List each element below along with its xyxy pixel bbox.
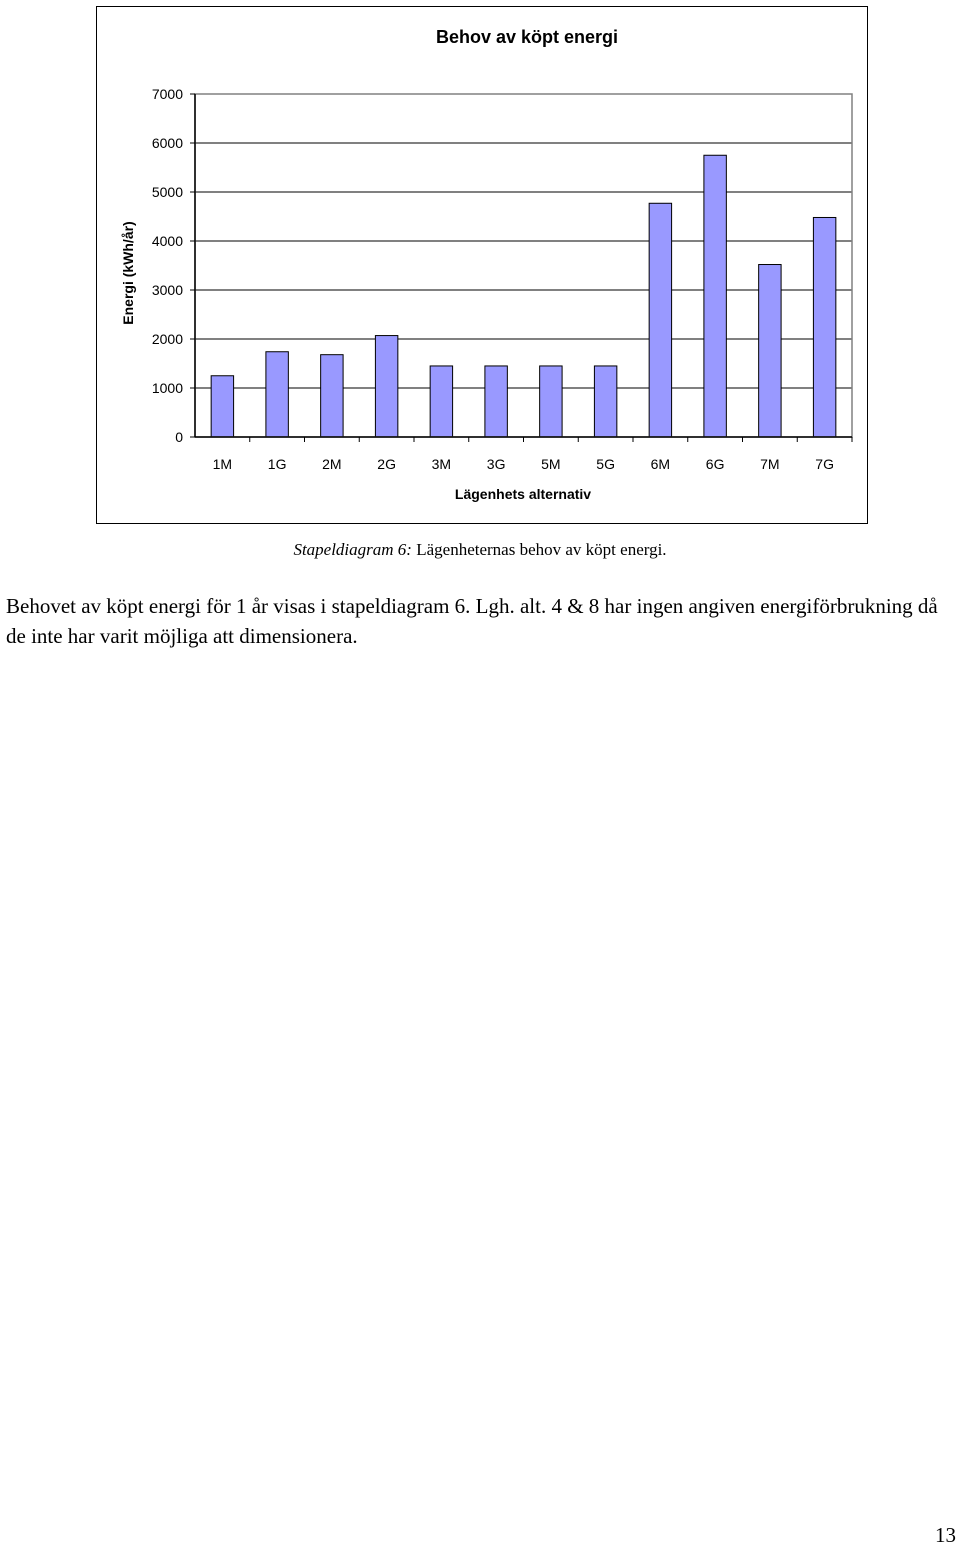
x-tick-label: 6M [650,456,671,472]
page-number: 13 [935,1523,956,1547]
y-tick-label: 3000 [151,282,183,298]
body-paragraph: Behovet av köpt energi för 1 år visas i stapeldiagram 6. Lgh. alt. 4 & 8 har ingen angiven energiförbrukning då de inte har varit möjliga att dimensionera. [6,594,938,648]
figure-caption [0,540,960,560]
bar-1G [266,352,288,437]
bar-7G [813,217,835,437]
bar-3G [485,366,507,437]
bar-chart [97,7,869,525]
x-tick-label: 7M [760,456,780,472]
y-tick-label: 1000 [151,380,183,396]
bars [211,155,836,437]
x-axis-label: Lägenhets alternativ [454,486,592,502]
x-tick-label: 6G [705,456,725,472]
x-tick-label: 3M [431,456,452,472]
x-tick-label: 1G [267,456,287,472]
gridlines [195,94,852,388]
bar-2G [375,336,397,437]
bar-7M [759,265,781,437]
x-tick-labels [213,456,834,472]
y-tick-label: 5000 [151,184,183,200]
y-tick-labels [152,86,183,445]
axes [190,94,852,442]
chart-frame [96,6,868,524]
x-tick-label: 5M [541,456,561,472]
y-tick-label: 6000 [151,135,183,151]
bar-5M [540,366,562,437]
y-tick-label: 7000 [151,86,183,102]
plot-area-border [195,94,852,437]
bar-6G [704,155,726,437]
chart-title: Behov av köpt energi [435,27,619,47]
y-axis-label: Energi (kWh/år) [120,221,136,325]
x-tick-label: 3G [486,456,506,472]
y-tick-label: 4000 [151,233,183,249]
caption-text: Lägenheternas behov av köpt energi. [416,540,667,559]
y-tick-label: 0 [175,429,183,445]
bar-2M [321,355,343,437]
x-tick-label: 5G [596,456,615,472]
x-tick-label: 2M [322,456,342,472]
bar-1M [211,376,233,437]
x-tick-label: 1M [212,456,233,472]
caption-label: Stapeldiagram 6: [293,540,412,559]
x-tick-label: 2G [377,456,396,472]
bar-5G [594,366,616,437]
x-tick-label: 7G [815,456,834,472]
y-tick-label: 2000 [151,331,183,347]
bar-3M [430,366,452,437]
bar-6M [649,203,671,437]
